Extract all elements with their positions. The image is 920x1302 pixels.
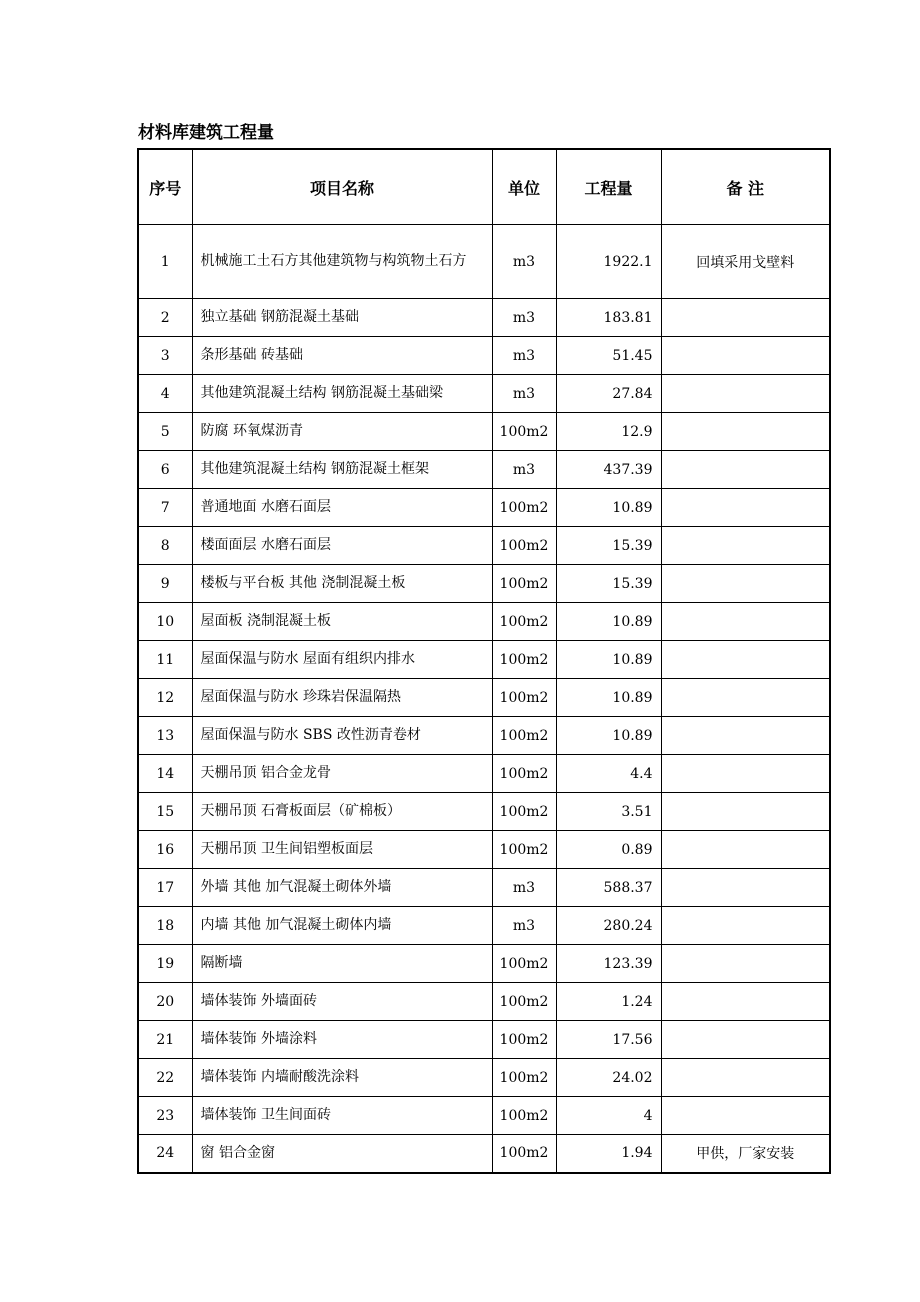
cell-note: [661, 679, 830, 717]
cell-qty: 437.39: [556, 451, 661, 489]
cell-note: [661, 1059, 830, 1097]
cell-qty: 12.9: [556, 413, 661, 451]
cell-qty: 27.84: [556, 375, 661, 413]
cell-qty: 10.89: [556, 603, 661, 641]
cell-qty: 4.4: [556, 755, 661, 793]
cell-note: [661, 869, 830, 907]
cell-note: [661, 527, 830, 565]
cell-no: 17: [138, 869, 192, 907]
cell-unit: m3: [492, 451, 556, 489]
cell-no: 5: [138, 413, 192, 451]
cell-qty: 10.89: [556, 717, 661, 755]
cell-unit: 100m2: [492, 983, 556, 1021]
cell-no: 12: [138, 679, 192, 717]
cell-unit: 100m2: [492, 1021, 556, 1059]
cell-note: [661, 337, 830, 375]
table-row: [138, 1135, 830, 1173]
cell-name: 机械施工土石方其他建筑物与构筑物土石方: [192, 225, 492, 299]
cell-name: 墙体装饰 内墙耐酸洗涂料: [192, 1059, 492, 1097]
cell-no: 1: [138, 225, 192, 299]
cell-no: 24: [138, 1135, 192, 1173]
cell-note: [661, 451, 830, 489]
cell-note: [661, 983, 830, 1021]
table-row: [138, 375, 830, 413]
table-body: [138, 225, 830, 1173]
cell-unit: 100m2: [492, 755, 556, 793]
cell-no: 3: [138, 337, 192, 375]
cell-name: 其他建筑混凝土结构 钢筋混凝土框架: [192, 451, 492, 489]
cell-qty: 3.51: [556, 793, 661, 831]
cell-note: [661, 489, 830, 527]
cell-name: 普通地面 水磨石面层: [192, 489, 492, 527]
table-row: [138, 983, 830, 1021]
cell-no: 21: [138, 1021, 192, 1059]
table-row: [138, 945, 830, 983]
cell-unit: 100m2: [492, 489, 556, 527]
table-row: [138, 717, 830, 755]
cell-name: 墙体装饰 卫生间面砖: [192, 1097, 492, 1135]
cell-unit: 100m2: [492, 717, 556, 755]
cell-qty: 17.56: [556, 1021, 661, 1059]
quantity-table: [137, 148, 831, 1174]
cell-note: [661, 603, 830, 641]
cell-no: 15: [138, 793, 192, 831]
cell-unit: 100m2: [492, 945, 556, 983]
header-qty: 工程量: [556, 149, 661, 225]
cell-unit: m3: [492, 375, 556, 413]
cell-unit: 100m2: [492, 1135, 556, 1173]
cell-note: [661, 565, 830, 603]
cell-no: 16: [138, 831, 192, 869]
cell-no: 2: [138, 299, 192, 337]
cell-no: 9: [138, 565, 192, 603]
cell-qty: 10.89: [556, 679, 661, 717]
cell-unit: 100m2: [492, 679, 556, 717]
table-row: [138, 451, 830, 489]
cell-qty: 10.89: [556, 489, 661, 527]
cell-note: [661, 755, 830, 793]
table-row: [138, 907, 830, 945]
table-row: [138, 831, 830, 869]
cell-note: [661, 299, 830, 337]
cell-qty: 1.94: [556, 1135, 661, 1173]
cell-name: 天棚吊顶 石膏板面层（矿棉板）: [192, 793, 492, 831]
cell-no: 6: [138, 451, 192, 489]
cell-unit: 100m2: [492, 527, 556, 565]
cell-unit: 100m2: [492, 831, 556, 869]
cell-unit: 100m2: [492, 565, 556, 603]
cell-name: 屋面板 浇制混凝土板: [192, 603, 492, 641]
cell-note: [661, 1021, 830, 1059]
table-row: [138, 413, 830, 451]
cell-qty: 1922.1: [556, 225, 661, 299]
cell-unit: m3: [492, 299, 556, 337]
cell-qty: 15.39: [556, 565, 661, 603]
table-row: [138, 1097, 830, 1135]
cell-no: 22: [138, 1059, 192, 1097]
cell-name: 楼板与平台板 其他 浇制混凝土板: [192, 565, 492, 603]
cell-no: 10: [138, 603, 192, 641]
cell-name: 天棚吊顶 卫生间铝塑板面层: [192, 831, 492, 869]
table-row: [138, 489, 830, 527]
cell-note: [661, 717, 830, 755]
table-header-row: [138, 149, 830, 225]
cell-note: 甲供，厂家安装: [661, 1135, 830, 1173]
cell-name: 独立基础 钢筋混凝土基础: [192, 299, 492, 337]
table-row: [138, 527, 830, 565]
table-row: [138, 337, 830, 375]
cell-note: [661, 907, 830, 945]
header-name: 项目名称: [192, 149, 492, 225]
cell-note: [661, 945, 830, 983]
header-unit: 单位: [492, 149, 556, 225]
table-row: [138, 1059, 830, 1097]
table-row: [138, 603, 830, 641]
cell-name: 防腐 环氧煤沥青: [192, 413, 492, 451]
cell-name: 外墙 其他 加气混凝土砌体外墙: [192, 869, 492, 907]
cell-qty: 123.39: [556, 945, 661, 983]
cell-qty: 51.45: [556, 337, 661, 375]
table-row: [138, 299, 830, 337]
table-row: [138, 565, 830, 603]
cell-no: 20: [138, 983, 192, 1021]
cell-note: 回填采用戈壁料: [661, 225, 830, 299]
cell-no: 23: [138, 1097, 192, 1135]
document-title: 材料库建筑工程量: [138, 123, 274, 143]
cell-name: 天棚吊顶 铝合金龙骨: [192, 755, 492, 793]
cell-no: 4: [138, 375, 192, 413]
cell-unit: 100m2: [492, 641, 556, 679]
cell-name: 屋面保温与防水 SBS 改性沥青卷材: [192, 717, 492, 755]
cell-note: [661, 793, 830, 831]
cell-note: [661, 375, 830, 413]
table-row: [138, 793, 830, 831]
cell-qty: 1.24: [556, 983, 661, 1021]
header-note: 备 注: [661, 149, 830, 225]
cell-name: 屋面保温与防水 珍珠岩保温隔热: [192, 679, 492, 717]
cell-qty: 4: [556, 1097, 661, 1135]
table-row: [138, 869, 830, 907]
cell-name: 条形基础 砖基础: [192, 337, 492, 375]
cell-qty: 588.37: [556, 869, 661, 907]
cell-name: 楼面面层 水磨石面层: [192, 527, 492, 565]
cell-note: [661, 831, 830, 869]
cell-note: [661, 413, 830, 451]
cell-qty: 10.89: [556, 641, 661, 679]
cell-unit: m3: [492, 869, 556, 907]
cell-no: 11: [138, 641, 192, 679]
cell-name: 其他建筑混凝土结构 钢筋混凝土基础梁: [192, 375, 492, 413]
cell-unit: 100m2: [492, 413, 556, 451]
table-row: [138, 755, 830, 793]
header-no: 序号: [138, 149, 192, 225]
cell-name: 内墙 其他 加气混凝土砌体内墙: [192, 907, 492, 945]
cell-qty: 0.89: [556, 831, 661, 869]
cell-qty: 183.81: [556, 299, 661, 337]
table-row: [138, 1021, 830, 1059]
cell-name: 隔断墙: [192, 945, 492, 983]
cell-no: 13: [138, 717, 192, 755]
cell-qty: 24.02: [556, 1059, 661, 1097]
cell-no: 7: [138, 489, 192, 527]
cell-unit: 100m2: [492, 603, 556, 641]
cell-unit: m3: [492, 225, 556, 299]
cell-no: 14: [138, 755, 192, 793]
table-row: [138, 679, 830, 717]
cell-name: 墙体装饰 外墙涂料: [192, 1021, 492, 1059]
cell-unit: 100m2: [492, 1059, 556, 1097]
table-row: [138, 641, 830, 679]
cell-name: 窗 铝合金窗: [192, 1135, 492, 1173]
cell-no: 18: [138, 907, 192, 945]
cell-no: 8: [138, 527, 192, 565]
cell-no: 19: [138, 945, 192, 983]
cell-unit: 100m2: [492, 793, 556, 831]
cell-unit: m3: [492, 907, 556, 945]
cell-qty: 280.24: [556, 907, 661, 945]
cell-unit: m3: [492, 337, 556, 375]
cell-note: [661, 1097, 830, 1135]
cell-qty: 15.39: [556, 527, 661, 565]
cell-unit: 100m2: [492, 1097, 556, 1135]
cell-note: [661, 641, 830, 679]
table-row: [138, 225, 830, 299]
cell-name: 墙体装饰 外墙面砖: [192, 983, 492, 1021]
cell-name: 屋面保温与防水 屋面有组织内排水: [192, 641, 492, 679]
